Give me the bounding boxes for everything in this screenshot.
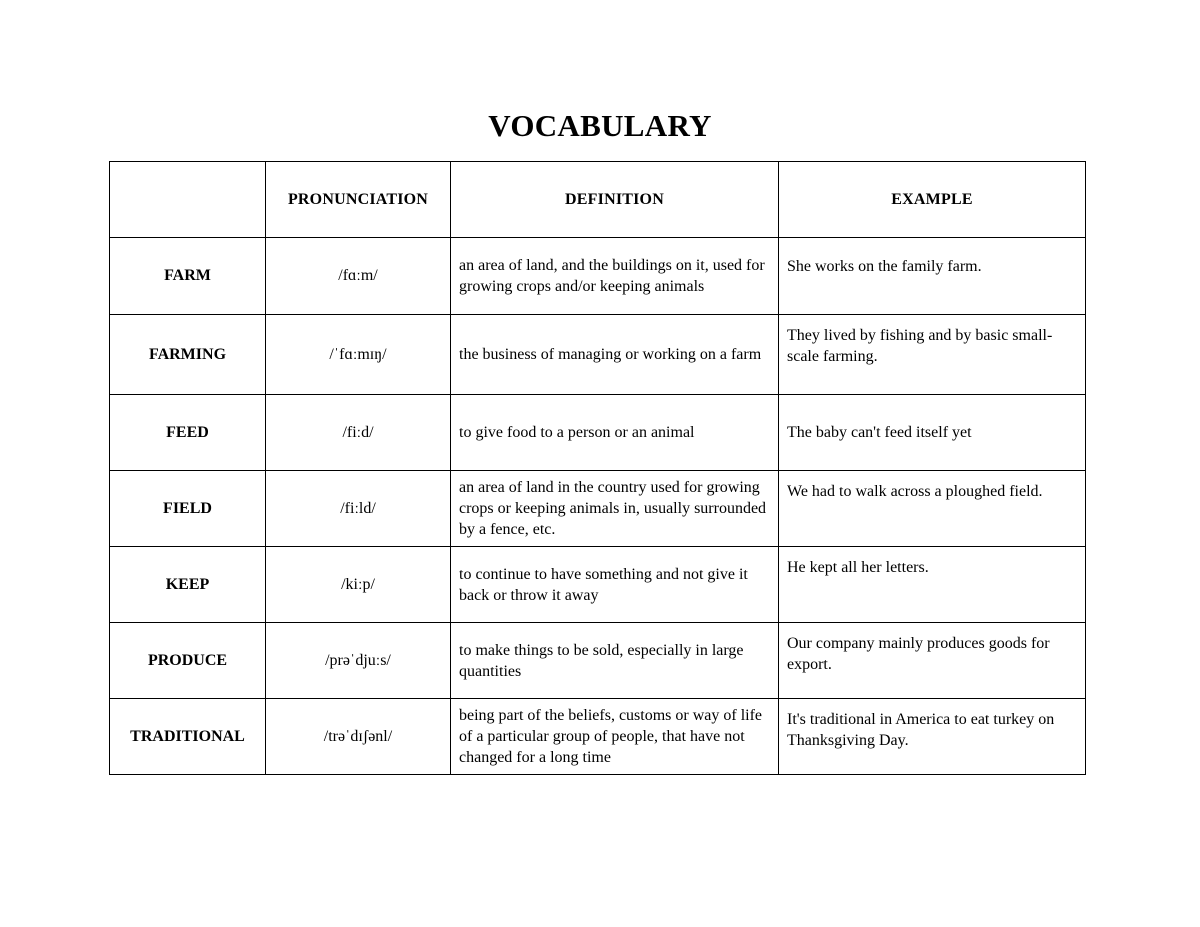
word-cell: FARM [110, 238, 266, 315]
example-cell [779, 315, 1086, 395]
word-cell: FEED [110, 395, 266, 471]
definition-cell: to make things to be sold, especially in large quantities [451, 623, 779, 699]
example-cell [779, 699, 1086, 775]
definition-cell: an area of land in the country used for growing crops or keeping animals in, usually surrounded by a fence, etc. [451, 471, 779, 547]
table-row [110, 238, 1086, 315]
header-example: EXAMPLE [779, 162, 1086, 238]
header-pronunciation: PRONUNCIATION [266, 162, 451, 238]
definition-cell: to give food to a person or an animal [451, 395, 779, 471]
table-row [110, 699, 1086, 775]
example-cell [779, 547, 1086, 623]
header-word [110, 162, 266, 238]
pronunciation-cell: /prəˈdjuːs/ [266, 623, 451, 699]
header-definition: DEFINITION [451, 162, 779, 238]
example-cell [779, 471, 1086, 547]
word-cell: PRODUCE [110, 623, 266, 699]
pronunciation-cell: /fɑːm/ [266, 238, 451, 315]
example-cell [779, 623, 1086, 699]
example-cell [779, 395, 1086, 471]
word-cell: FARMING [110, 315, 266, 395]
example-text: Our company mainly produces goods for export. [787, 635, 1050, 673]
table-header-row [110, 162, 1086, 238]
word-cell: FIELD [110, 471, 266, 547]
pronunciation-cell: /fiːd/ [266, 395, 451, 471]
table-row [110, 395, 1086, 471]
definition-cell: an area of land, and the buildings on it, used for growing crops and/or keeping animals [451, 238, 779, 315]
example-text: We had to walk across a ploughed field. [787, 483, 1043, 500]
table-row [110, 315, 1086, 395]
pronunciation-cell: /fiːld/ [266, 471, 451, 547]
pronunciation-cell: /trəˈdɪʃənl/ [266, 699, 451, 775]
definition-cell: being part of the beliefs, customs or way of life of a particular group of people, that have not changed for a long time [451, 699, 779, 775]
pronunciation-cell: /ˈfɑːmɪŋ/ [266, 315, 451, 395]
definition-cell: to continue to have something and not give it back or throw it away [451, 547, 779, 623]
example-text: It's traditional in America to eat turkey on Thanksgiving Day. [787, 711, 1055, 749]
example-text: She works on the family farm. [787, 257, 982, 275]
pronunciation-cell: /kiːp/ [266, 547, 451, 623]
example-cell [779, 238, 1086, 315]
definition-cell: the business of managing or working on a farm [451, 315, 779, 395]
example-text: The baby can't feed itself yet [787, 424, 972, 441]
example-text: He kept all her letters. [787, 559, 929, 576]
vocabulary-table [109, 161, 1086, 775]
page-title: VOCABULARY [488, 108, 712, 143]
word-cell: TRADITIONAL [110, 699, 266, 775]
example-text: They lived by fishing and by basic small-scale farming. [787, 327, 1053, 365]
table-row [110, 471, 1086, 547]
table-row [110, 623, 1086, 699]
word-cell: KEEP [110, 547, 266, 623]
table-row [110, 547, 1086, 623]
